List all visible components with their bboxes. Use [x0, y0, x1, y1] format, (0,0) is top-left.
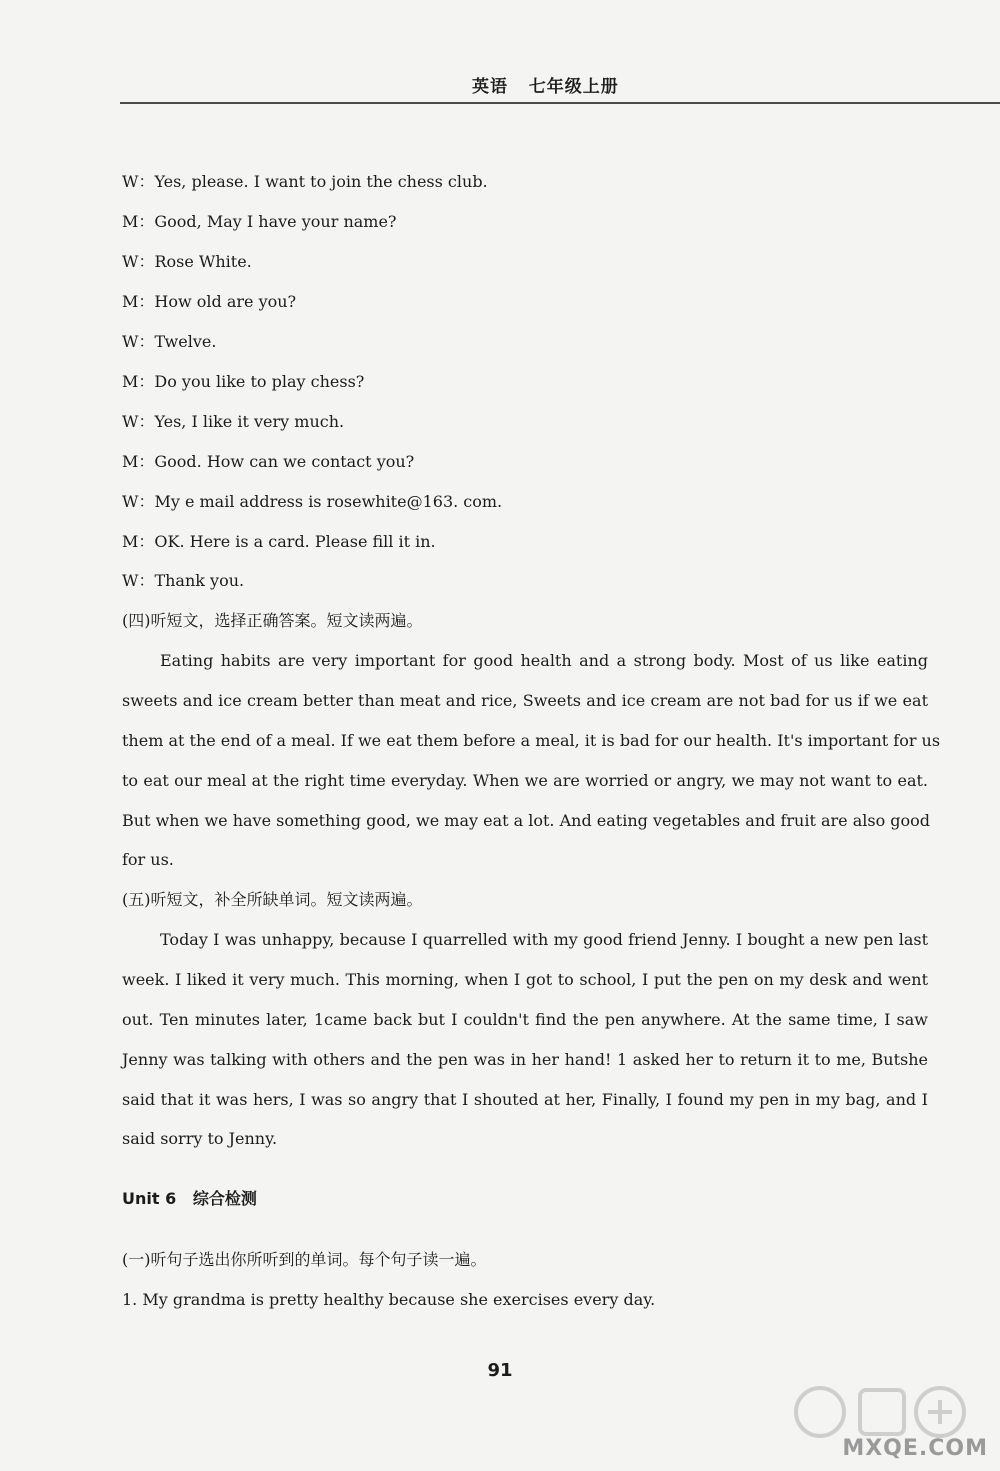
passage-line: to eat our meal at the right time everyday. When we are worried or angry, we may not want to eat.	[122, 771, 928, 790]
dialogue-line: W：Twelve.	[122, 332, 217, 351]
dialogue-line: W：Thank you.	[122, 571, 245, 590]
passage-line: week. I liked it very much. This morning, when I got to school, I put the pen on my desk and went	[122, 970, 928, 989]
header-title: 英语 七年级上册	[472, 77, 619, 97]
unit-heading: Unit 6 综合检测	[122, 1189, 257, 1208]
passage-line: sweets and ice cream better than meat and rice, Sweets and ice cream are not bad for us if we eat	[122, 691, 928, 710]
dialogue-line: W：Yes, I like it very much.	[122, 412, 345, 431]
passage-line: But when we have something good, we may eat a lot. And eating vegetables and fruit are also good	[122, 811, 931, 830]
question-sentence: 1. My grandma is pretty healthy because she exercises every day.	[122, 1290, 656, 1309]
passage-line: said that it was hers, I was so angry that I shouted at her, Finally, I found my pen in my bag, and I	[122, 1090, 928, 1109]
passage-line: out. Ten minutes later, 1came back but I couldn't find the pen anywhere. At the same time, I saw	[122, 1010, 928, 1029]
passage-line: Today I was unhappy, because I quarrelled with my good friend Jenny. I bought a new pen last	[160, 930, 928, 949]
dialogue-line: M：Good. How can we contact you?	[122, 452, 415, 471]
dialogue-line: W：Rose White.	[122, 252, 252, 271]
passage-line: for us.	[122, 850, 174, 869]
dialogue-line: M：OK. Here is a card. Please fill it in.	[122, 532, 436, 551]
passage-line: Jenny was talking with others and the pen was in her hand! 1 asked her to return it to me, Butshe	[122, 1050, 928, 1069]
watermark-text: MXQE.COM	[842, 1436, 988, 1461]
passage-line: them at the end of a meal. If we eat them before a meal, it is bad for our health. It's important for us	[122, 731, 941, 750]
page-header	[120, 70, 1000, 104]
dialogue-line: W：My e mail address is rosewhite@163. com.	[122, 492, 503, 511]
passage-line: Eating habits are very important for good health and a strong body. Most of us like eating	[160, 651, 928, 670]
passage-line: said sorry to Jenny.	[122, 1129, 278, 1148]
section-4-heading: (四)听短文，选择正确答案。短文读两遍。	[122, 611, 423, 630]
dialogue-line: M：Good, May I have your name?	[122, 212, 397, 231]
section-5-heading: (五)听短文，补全所缺单词。短文读两遍。	[122, 890, 423, 909]
dialogue-line: W：Yes, please. I want to join the chess club.	[122, 172, 488, 191]
dialogue-line: M：How old are you?	[122, 292, 297, 311]
unit-6-section-1-heading: (一)听句子选出你所听到的单词。每个句子读一遍。	[122, 1250, 487, 1269]
dialogue-line: M：Do you like to play chess?	[122, 372, 365, 391]
page-number: 91	[487, 1360, 513, 1381]
